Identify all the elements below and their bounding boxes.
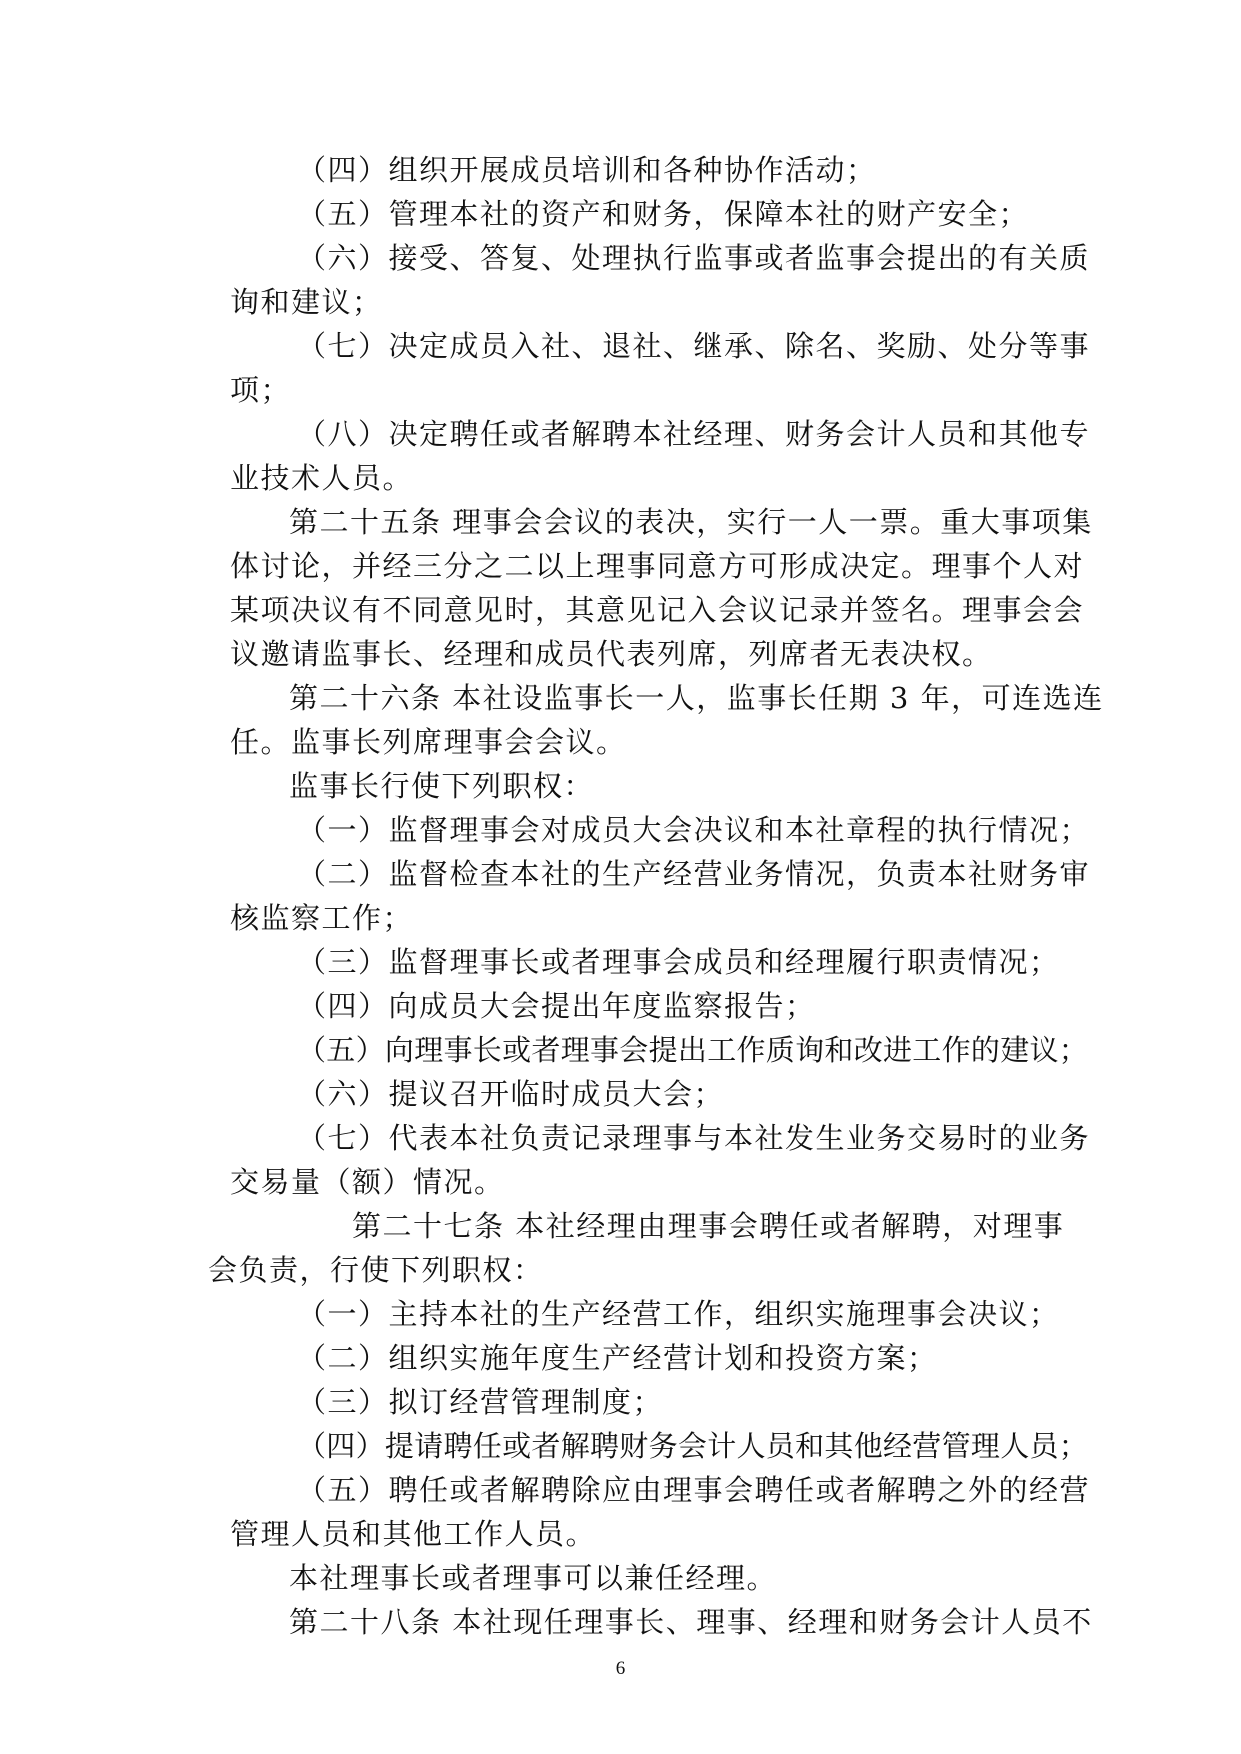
text-line: （六）接受、答复、处理执行监事或者监事会提出的有关质	[297, 241, 1091, 275]
text-line: （七）代表本社负责记录理事与本社发生业务交易时的业务	[297, 1121, 1091, 1155]
text-line: （四）组织开展成员培训和各种协作活动；	[297, 153, 877, 187]
article-27-heading: 第二十七条 本社经理由理事会聘任或者解聘，对理事	[352, 1209, 1065, 1243]
text-line: 交易量（额）情况。	[230, 1165, 505, 1199]
text-line: （四）提请聘任或者解聘财务会计人员和其他经营管理人员；	[297, 1429, 1089, 1463]
text-line: 核监察工作；	[230, 901, 414, 935]
article-25-heading: 第二十五条 理事会会议的表决，实行一人一票。重大事项集	[289, 505, 1093, 539]
text-line: 管理人员和其他工作人员。	[230, 1517, 597, 1551]
text-line: 体讨论，并经三分之二以上理事同意方可形成决定。理事个人对	[230, 549, 1085, 583]
text-line: （一）监督理事会对成员大会决议和本社章程的执行情况；	[297, 813, 1091, 847]
text-line: 项；	[230, 373, 292, 407]
text-line: （四）向成员大会提出年度监察报告；	[297, 989, 816, 1023]
text-line: （五）管理本社的资产和财务，保障本社的财产安全；	[297, 197, 1030, 231]
text-line: 监事长行使下列职权：	[289, 769, 595, 803]
text-line: （五）聘任或者解聘除应由理事会聘任或者解聘之外的经营	[297, 1473, 1091, 1507]
text-line: 某项决议有不同意见时，其意见记入会议记录并签名。理事会会	[230, 593, 1085, 627]
text-line: （七）决定成员入社、退社、继承、除名、奖励、处分等事	[297, 329, 1091, 363]
article-28-heading: 第二十八条 本社现任理事长、理事、经理和财务会计人员不	[289, 1605, 1093, 1639]
article-26-heading: 第二十六条 本社设监事长一人，监事长任期 3 年，可连选连	[289, 681, 1104, 715]
text-line: 会负责，行使下列职权：	[208, 1253, 544, 1287]
text-line: （二）监督检查本社的生产经营业务情况，负责本社财务审	[297, 857, 1091, 891]
text-line: 询和建议；	[230, 285, 383, 319]
text-line: （三）拟订经营管理制度；	[297, 1385, 664, 1419]
text-line: （二）组织实施年度生产经营计划和投资方案；	[297, 1341, 938, 1375]
text-line: （六）提议召开临时成员大会；	[297, 1077, 725, 1111]
text-line: （三）监督理事长或者理事会成员和经理履行职责情况；	[297, 945, 1060, 979]
page-number: 6	[615, 1658, 626, 1679]
text-line: （五）向理事长或者理事会提出工作质询和改进工作的建议；	[297, 1033, 1089, 1067]
text-line: 本社理事长或者理事可以兼任经理。	[289, 1561, 778, 1595]
text-line: （八）决定聘任或者解聘本社经理、财务会计人员和其他专	[297, 417, 1091, 451]
text-line: （一）主持本社的生产经营工作，组织实施理事会决议；	[297, 1297, 1060, 1331]
text-line: 任。监事长列席理事会会议。	[230, 725, 627, 759]
text-line: 议邀请监事长、经理和成员代表列席，列席者无表决权。	[230, 637, 993, 671]
text-line: 业技术人员。	[230, 461, 414, 495]
